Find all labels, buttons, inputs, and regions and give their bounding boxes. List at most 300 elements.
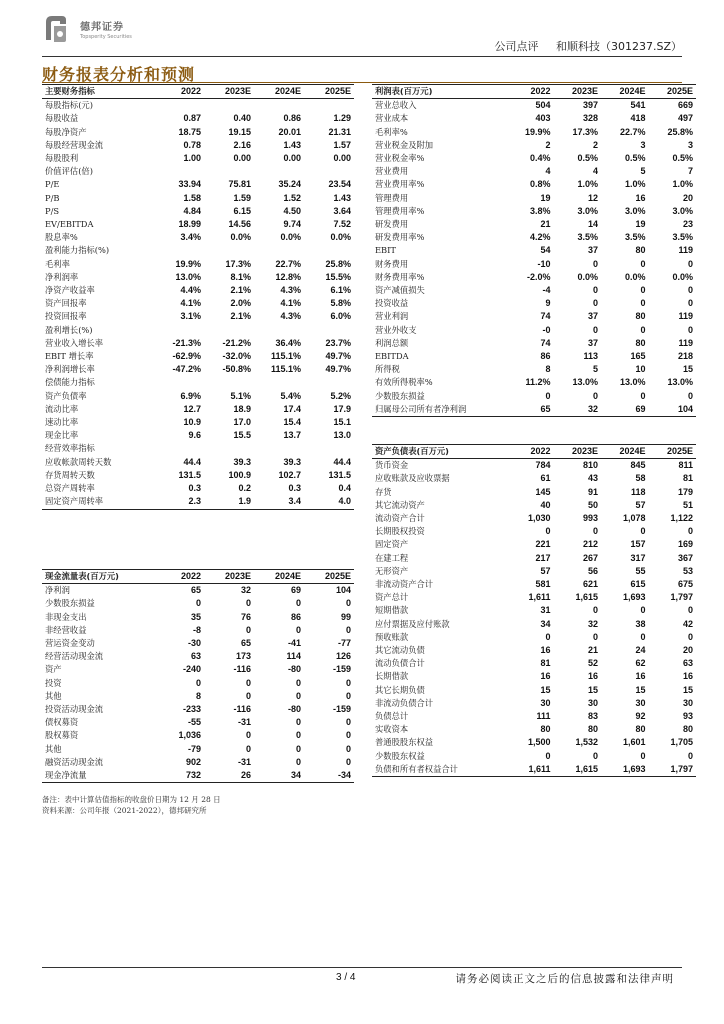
cell-value: 44.4 <box>333 456 351 467</box>
cell-value: 7.52 <box>333 219 351 230</box>
table-row <box>372 472 696 485</box>
cell-value: 0 <box>640 390 646 401</box>
cell-value: 52 <box>587 658 598 669</box>
cell-value: 38 <box>635 618 646 629</box>
cell-value <box>204 99 254 113</box>
cell-value: 93 <box>682 711 693 722</box>
row-label: 营业收入增长率 <box>45 337 104 348</box>
cell-value: 317 <box>630 552 646 563</box>
cell-value: 811 <box>678 460 693 471</box>
row-label: 无形资产 <box>375 565 409 576</box>
cell-value: -21.2% <box>222 337 251 348</box>
row-label: 价值评估(倍) <box>45 166 93 177</box>
cell-value: 367 <box>677 552 693 563</box>
row-label: P/S <box>45 205 60 216</box>
cell-value: 12.7 <box>183 403 201 414</box>
row-label: 财务费用 <box>375 258 409 269</box>
cell-value: 845 <box>630 460 646 471</box>
cell-value: 3.64 <box>333 205 351 216</box>
cell-value: 17.3% <box>572 126 598 137</box>
row-label: 每股经营现金流 <box>45 139 104 150</box>
cell-value: 15 <box>635 684 646 695</box>
cell-value: 0.87 <box>183 113 201 124</box>
table-row <box>42 126 354 139</box>
row-label: 固定资产 <box>375 539 409 550</box>
cell-value: 37 <box>587 245 598 256</box>
cell-value: 10 <box>635 364 646 375</box>
cell-value: 0 <box>592 324 598 335</box>
cell-value: 1,693 <box>622 592 646 603</box>
row-label: 现金净流量 <box>42 769 154 783</box>
row-label: 速动比率 <box>45 417 79 428</box>
row-label: 非经营收益 <box>45 624 87 635</box>
cell-value: 0 <box>687 631 693 642</box>
cell-value: 12.8% <box>275 271 301 282</box>
cell-value <box>254 99 304 113</box>
cell-value: 621 <box>582 579 598 590</box>
cell-value: 1,797 <box>649 763 697 777</box>
cell-value: 92 <box>635 711 646 722</box>
cell-value <box>204 244 254 257</box>
cell-value: 145 <box>535 486 551 497</box>
cell-value: 4.84 <box>183 205 201 216</box>
column-header: 2023E <box>554 445 602 459</box>
cell-value: 0 <box>245 677 251 688</box>
row-label: 毛利率% <box>375 126 408 137</box>
row-label: 管理费用 <box>375 192 409 203</box>
cell-value: -4 <box>542 285 551 296</box>
row-label: 少数股东权益 <box>375 750 425 761</box>
company-name: 和顺科技（301237.SZ） <box>555 40 682 53</box>
cell-value: 173 <box>235 651 251 662</box>
cell-value: 21.31 <box>328 126 351 137</box>
row-label: 毛利率 <box>45 258 70 269</box>
cell-value <box>154 99 204 113</box>
cell-value: 18.9 <box>233 403 251 414</box>
note-text: 备注：表中计算估值指标的收盘价日期为 12 月 28 日 <box>42 795 221 804</box>
cell-value: 115.1% <box>270 364 301 375</box>
cell-value: 0 <box>245 730 251 741</box>
cell-value: 0 <box>640 324 646 335</box>
cell-value: 0.0% <box>280 232 301 243</box>
cell-value: 0 <box>295 690 301 701</box>
cell-value <box>304 99 354 113</box>
cell-value: 75.81 <box>228 179 251 190</box>
cell-value: 69 <box>601 403 649 417</box>
row-label: 净利润率 <box>45 271 79 282</box>
cell-value: 43 <box>587 473 598 484</box>
cell-value: 403 <box>535 113 551 124</box>
table-row <box>372 750 696 763</box>
cell-value: 21 <box>587 645 598 656</box>
table-row <box>42 650 354 663</box>
cell-value: 15.1 <box>333 417 351 428</box>
cell-value: 8.1% <box>230 271 251 282</box>
cell-value: 5.2% <box>330 390 351 401</box>
cell-value: 15 <box>682 364 693 375</box>
row-label: 资产回报率 <box>45 298 87 309</box>
cell-value: -233 <box>182 704 201 715</box>
row-label: 货币资金 <box>375 460 409 471</box>
cell-value: 3.8% <box>529 205 551 216</box>
cell-value: 21 <box>540 219 551 230</box>
cell-value: 1.58 <box>183 192 201 203</box>
row-label: 总资产周转率 <box>45 483 95 494</box>
row-label: 固定资产周转率 <box>42 495 154 509</box>
row-label: 偿债能力指标 <box>45 377 95 388</box>
cell-value: -62.9% <box>172 351 201 362</box>
cell-value: 0 <box>640 258 646 269</box>
cell-value: -21.3% <box>172 337 201 348</box>
cell-value: 18.75 <box>178 126 201 137</box>
cell-value: 0 <box>640 750 646 761</box>
logo-emblem-icon <box>42 12 70 44</box>
cell-value: 37 <box>587 337 598 348</box>
cell-value: 80 <box>635 245 646 256</box>
cell-value: 0 <box>245 690 251 701</box>
row-label: 少数股东损益 <box>375 390 425 401</box>
table-row <box>42 429 354 442</box>
row-label: EBITDA <box>375 351 409 362</box>
page-number: 3 / 4 <box>336 972 356 983</box>
cell-value: 0 <box>245 624 251 635</box>
cell-value: 0 <box>592 631 598 642</box>
disclaimer: 请务必阅读正文之后的信息披露和法律声明 <box>455 973 674 985</box>
table-row <box>42 258 354 271</box>
table-title: 现金流量表(百万元) <box>42 570 154 584</box>
column-header: 2024E <box>254 85 304 99</box>
cell-value: 86 <box>290 611 301 622</box>
cell-value: 35 <box>190 611 201 622</box>
cell-value: 1.59 <box>233 192 251 203</box>
cell-value: 0.4 <box>338 483 351 494</box>
row-label: 利润总额 <box>375 337 409 348</box>
cell-value: 1,615 <box>554 763 602 777</box>
row-label: 每股指标(元) <box>45 100 93 111</box>
cell-value: 81 <box>682 473 693 484</box>
cell-value <box>154 244 204 257</box>
column-header: 2025E <box>649 445 697 459</box>
cell-value <box>204 376 254 389</box>
cell-value: 0 <box>295 730 301 741</box>
cell-value: 16 <box>540 671 551 682</box>
row-label: 营业成本 <box>375 113 409 124</box>
cell-value: 0 <box>640 285 646 296</box>
cell-value: -55 <box>187 717 201 728</box>
cell-value: 13.0 <box>333 430 351 441</box>
logo-english-name: Topsperity Securities <box>80 34 132 40</box>
table-row <box>372 363 696 376</box>
cell-value: 993 <box>582 513 598 524</box>
cell-value: 69 <box>290 585 301 596</box>
table-row <box>372 591 696 604</box>
row-label: 投资回报率 <box>45 311 87 322</box>
cell-value: 17.4 <box>283 403 301 414</box>
cell-value: 58 <box>635 473 646 484</box>
row-label: 研发费用率% <box>375 232 425 243</box>
cell-value: 83 <box>587 711 598 722</box>
cell-value: 497 <box>677 113 693 124</box>
cell-value: 16 <box>682 671 693 682</box>
column-header: 2024E <box>601 85 649 99</box>
cell-value <box>154 442 204 455</box>
table-notes <box>42 794 221 816</box>
table-row <box>42 284 354 297</box>
cell-value: 0 <box>687 324 693 335</box>
cell-value: 13.0% <box>619 377 646 388</box>
cell-value: 0.8% <box>529 179 551 190</box>
cell-value: 114 <box>286 651 301 662</box>
row-label: 在建工程 <box>375 552 409 563</box>
cell-value: 0.5% <box>672 153 693 164</box>
table-title: 资产负债表(百万元) <box>372 445 506 459</box>
table-row <box>42 310 354 323</box>
cell-value: 0 <box>345 690 351 701</box>
cell-value: 3.5% <box>672 232 693 243</box>
table-row <box>42 192 354 205</box>
cell-value: 14 <box>587 219 598 230</box>
cell-value: 1.43 <box>333 192 351 203</box>
cell-value: 8 <box>195 690 201 701</box>
row-label: 投资收益 <box>375 298 409 309</box>
cell-value: 119 <box>678 311 693 322</box>
table-row <box>372 736 696 749</box>
cell-value: 0.0% <box>577 271 598 282</box>
table-row <box>42 337 354 350</box>
cell-value: 0 <box>545 750 551 761</box>
table-row <box>372 271 696 284</box>
table-row <box>42 469 354 482</box>
cell-value: 36.4% <box>275 337 301 348</box>
cell-value: 65 <box>506 403 554 417</box>
table-row <box>42 350 354 363</box>
row-label: 有效所得税率% <box>375 377 433 388</box>
row-label: 投资活动现金流 <box>45 704 104 715</box>
column-header: 2023E <box>204 570 254 584</box>
row-label: 应收账款及应收票据 <box>375 473 450 484</box>
report-type: 公司点评 <box>494 40 539 53</box>
table-row <box>372 99 696 113</box>
cell-value: 9 <box>545 298 551 309</box>
cell-value: 0 <box>345 743 351 754</box>
table-row <box>372 152 696 165</box>
income-statement-table <box>372 84 696 417</box>
cell-value: 39.3 <box>233 456 251 467</box>
cell-value: 55 <box>635 565 646 576</box>
cell-value: 1.0% <box>624 179 646 190</box>
cell-value: 5.1% <box>230 390 251 401</box>
table-row <box>42 716 354 729</box>
cell-value: -80 <box>287 704 301 715</box>
cell-value: 1.52 <box>283 192 301 203</box>
cell-value: 267 <box>582 552 598 563</box>
table-row <box>42 663 354 676</box>
table-row <box>42 297 354 310</box>
cell-value: 81 <box>540 658 551 669</box>
cell-value: 218 <box>677 351 693 362</box>
cell-value: 15.5 <box>233 430 251 441</box>
row-label: 非现金支出 <box>45 611 87 622</box>
cell-value: 19.9% <box>524 126 551 137</box>
cell-value: -2.0% <box>526 271 551 282</box>
cell-value: 80 <box>540 724 551 735</box>
cell-value: 12 <box>587 192 598 203</box>
cell-value: 1,705 <box>670 737 693 748</box>
cell-value: 40 <box>540 499 551 510</box>
cell-value: 902 <box>185 756 201 767</box>
cell-value: 6.15 <box>233 205 251 216</box>
cell-value <box>254 244 304 257</box>
cell-value: 13.0% <box>667 377 693 388</box>
cell-value <box>304 376 354 389</box>
cell-value: 2.3 <box>154 495 204 509</box>
row-label: 股息率% <box>45 232 78 243</box>
cell-value: 0.0% <box>672 271 693 282</box>
row-label: 资产减值损失 <box>375 285 425 296</box>
cell-value: 0 <box>195 677 201 688</box>
cell-value: -32.0% <box>222 351 251 362</box>
table-row <box>372 684 696 697</box>
row-label: 流动负债合计 <box>375 658 425 669</box>
table-row <box>42 324 354 337</box>
column-header: 2025E <box>304 570 354 584</box>
cell-value: -79 <box>187 743 201 754</box>
table-row <box>372 618 696 631</box>
cell-value: -41 <box>287 638 301 649</box>
table-row <box>372 178 696 191</box>
cell-value: 23 <box>682 219 693 230</box>
row-label: 存货 <box>375 486 392 497</box>
cell-value: 732 <box>154 769 204 783</box>
column-header: 2022 <box>506 445 554 459</box>
cell-value: 4.3% <box>280 311 301 322</box>
row-label: 负债和所有者权益合计 <box>372 763 506 777</box>
footer-divider <box>42 967 682 968</box>
cell-value: 2.1% <box>230 311 251 322</box>
cell-value: 0.2 <box>238 483 251 494</box>
cell-value: 0.3 <box>188 483 201 494</box>
table-row <box>42 363 354 376</box>
cell-value: 54 <box>540 245 551 256</box>
column-header: 2024E <box>254 570 304 584</box>
row-label: 预收账款 <box>375 631 409 642</box>
table-row <box>42 271 354 284</box>
row-label: 净利润 <box>45 585 70 596</box>
cell-value: 4 <box>592 166 598 177</box>
cell-value: 2.0% <box>230 298 251 309</box>
cell-value: 0 <box>640 631 646 642</box>
cell-value: 3.5% <box>624 232 646 243</box>
cell-value: 34 <box>540 618 551 629</box>
table-row <box>42 139 354 152</box>
cell-value: 49.7% <box>325 351 351 362</box>
cell-value: 0 <box>345 598 351 609</box>
cell-value: 19 <box>540 192 551 203</box>
cell-value: 1.00 <box>183 153 201 164</box>
cell-value: 118 <box>630 486 646 497</box>
cell-value: -34 <box>304 769 354 783</box>
cell-value: 9.74 <box>283 219 301 230</box>
cell-value: 56 <box>587 565 598 576</box>
cell-value: 0 <box>295 717 301 728</box>
company-logo <box>42 12 192 50</box>
cell-value: 1.0% <box>672 179 693 190</box>
cell-value: 0 <box>687 258 693 269</box>
row-label: 其它流动负债 <box>375 645 425 656</box>
cell-value: 63 <box>190 651 201 662</box>
cell-value: 0 <box>687 298 693 309</box>
row-label: 营运资金变动 <box>45 638 95 649</box>
cell-value: 4.2% <box>529 232 551 243</box>
cell-value: 2.1% <box>230 285 251 296</box>
cell-value: 2.16 <box>233 139 251 150</box>
cell-value: 0 <box>592 390 598 401</box>
table-row <box>42 403 354 416</box>
row-label: 非流动资产合计 <box>375 579 434 590</box>
row-label: 融资活动现金流 <box>45 756 104 767</box>
column-header: 2025E <box>304 85 354 99</box>
cell-value: 18.99 <box>178 219 201 230</box>
header-divider <box>42 56 682 57</box>
cell-value: 3 <box>640 139 646 150</box>
cell-value: 0 <box>687 390 693 401</box>
cell-value: 15.4 <box>283 417 301 428</box>
cell-value: 1.29 <box>333 113 351 124</box>
row-label: 营业费用 <box>375 166 409 177</box>
cell-value: 16 <box>587 671 598 682</box>
cell-value: 102.7 <box>278 469 301 480</box>
cell-value: 61 <box>540 473 551 484</box>
cell-value: -31 <box>237 756 251 767</box>
table-row <box>42 178 354 191</box>
cell-value: 17.9 <box>333 403 351 414</box>
table-row <box>372 657 696 670</box>
cell-value: 131.5 <box>328 469 351 480</box>
cell-value: 675 <box>677 579 693 590</box>
table-row <box>42 769 354 783</box>
cell-value: 4.50 <box>283 205 301 216</box>
cell-value: 53 <box>682 565 693 576</box>
row-label: 每股净资产 <box>45 126 87 137</box>
cell-value: 119 <box>678 245 693 256</box>
cell-value: 63 <box>682 658 693 669</box>
table-row <box>372 723 696 736</box>
cell-value: 6.1% <box>330 285 351 296</box>
table-row <box>372 376 696 389</box>
table-title: 主要财务指标 <box>42 85 154 99</box>
cell-value: 23.7% <box>325 337 351 348</box>
cell-value: 51 <box>682 499 693 510</box>
table-row <box>42 218 354 231</box>
cell-value <box>304 442 354 455</box>
row-label: 负债总计 <box>375 711 409 722</box>
cell-value: 15 <box>682 684 693 695</box>
cell-value: 169 <box>677 539 693 550</box>
cell-value: 2 <box>592 139 598 150</box>
table-row <box>372 231 696 244</box>
table-row <box>42 756 354 769</box>
cell-value: 1.57 <box>333 139 351 150</box>
row-label: 实收资本 <box>375 724 409 735</box>
cell-value: 4 <box>545 166 551 177</box>
cell-value: 80 <box>635 724 646 735</box>
cell-value: 6.9% <box>180 390 201 401</box>
cell-value: -159 <box>332 664 351 675</box>
table-row <box>42 416 354 429</box>
cell-value: 10.9 <box>183 417 201 428</box>
table-row <box>372 165 696 178</box>
cell-value: 3.4 <box>254 495 304 509</box>
